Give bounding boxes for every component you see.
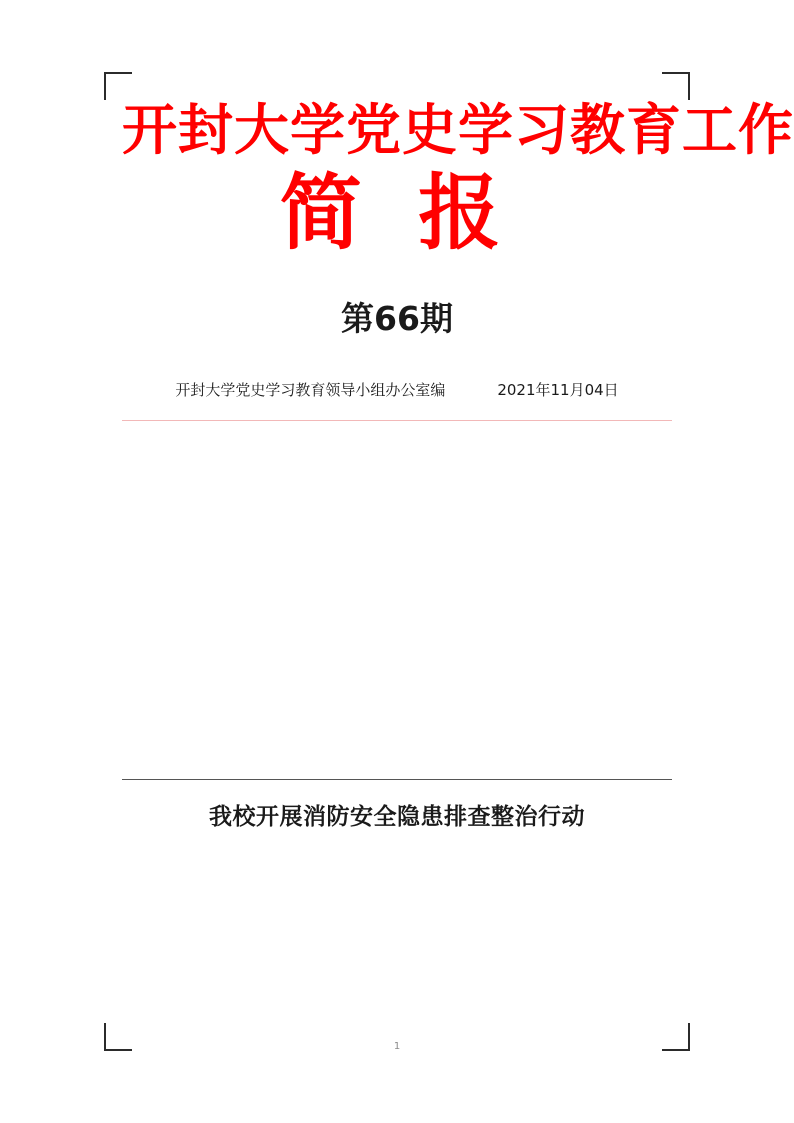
byline-date: 2021年11月04日 xyxy=(497,380,619,399)
masthead-divider xyxy=(122,420,672,421)
issue-number: 第66期 xyxy=(341,299,453,338)
crop-mark-top-left xyxy=(104,72,132,100)
masthead-title-line-1: 开封大学党史学习教育工作 xyxy=(122,98,794,162)
crop-mark-top-right xyxy=(662,72,690,100)
masthead-title-line-2: 简 报 xyxy=(279,165,515,261)
article-divider xyxy=(122,779,672,780)
masthead-block xyxy=(122,98,794,421)
footer-page-number: 1 xyxy=(393,1041,401,1052)
byline xyxy=(122,379,672,400)
article-title: 我校开展消防安全隐患排查整治行动 xyxy=(209,804,585,830)
byline-editor: 开封大学党史学习教育领导小组办公室编 xyxy=(175,380,446,399)
